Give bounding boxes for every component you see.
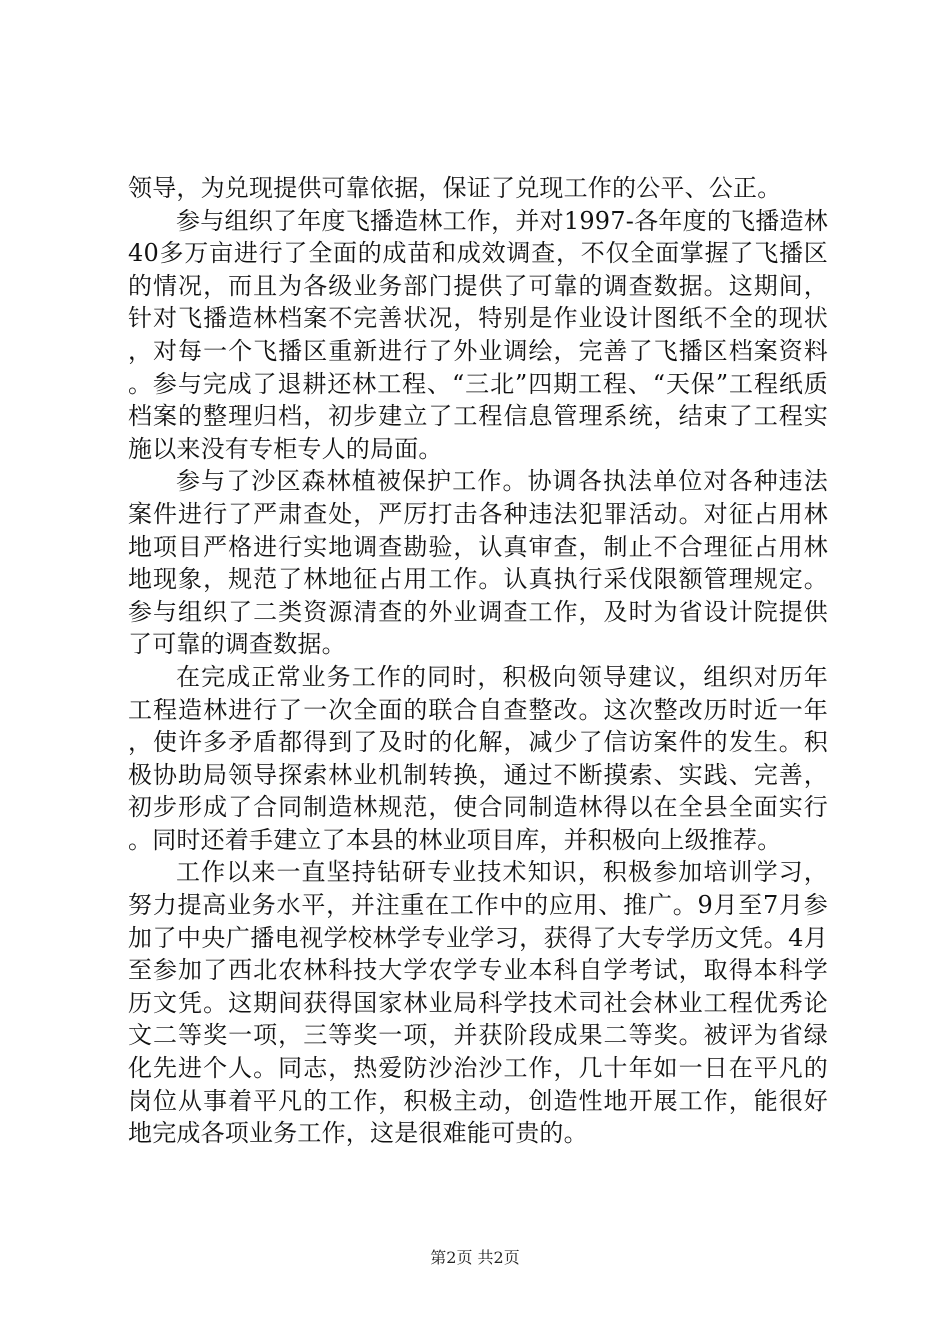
paragraph-5: 工作以来一直坚持钻研专业技术知识，积极参加培训学习，努力提高业务水平，并注重在工作中的应用、推广。9月至7月参加了中央广播电视学校林学专业学习，获得了大专学历文凭。4月至参加了西北农林科技大学农学专业本科自学考试，取得本科学历文凭。这期间获得国家林业局科学技术司社会林业工程优秀论文二等奖一项，三等奖一项，并获阶段成果二等奖。被评为省绿化先进个人。同志，热爱防沙治沙工作，几十年如一日在平凡的岗位从事着平凡的工作，积极主动，创造性地开展工作，能很好地完成各项业务工作，这是很难能可贵的。 xyxy=(128,858,828,1148)
paragraph-4: 在完成正常业务工作的同时，积极向领导建议，组织对历年工程造林进行了一次全面的联合自查整改。这次整改历时近一年，使许多矛盾都得到了及时的化解，减少了信访案件的发生。积极协助局领导探索林业机制转换，通过不断摸索、实践、完善，初步形成了合同制造林规范，使合同制造林得以在全县全面实行。同时还着手建立了本县的林业项目库，并积极向上级推荐。 xyxy=(128,662,828,854)
paragraph-1: 领导，为兑现提供可靠依据，保证了兑现工作的公平、公正。 xyxy=(128,174,782,202)
document-body xyxy=(128,172,828,1150)
page-number-footer: 第2页 共2页 xyxy=(430,1248,520,1267)
paragraph-2: 参与组织了年度飞播造林工作，并对1997-各年度的飞播造林40多万亩进行了全面的成苗和成效调查，不仅全面掌握了飞播区的情况，而且为各级业务部门提供了可靠的调查数据。这期间，针对飞播造林档案不完善状况，特别是作业设计图纸不全的现状，对每一个飞播区重新进行了外业调绘，完善了飞播区档案资料。参与完成了退耕还林工程、“三北”四期工程、“天保”工程纸质档案的整理归档，初步建立了工程信息管理系统，结束了工程实施以来没有专柜专人的局面。 xyxy=(128,206,828,463)
paragraph-3: 参与了沙区森林植被保护工作。协调各执法单位对各种违法案件进行了严肃查处，严厉打击各种违法犯罪活动。对征占用林地项目严格进行实地调查勘验，认真审查，制止不合理征占用林地现象，规范了林地征占用工作。认真执行采伐限额管理规定。参与组织了二类资源清查的外业调查工作，及时为省设计院提供了可靠的调查数据。 xyxy=(128,467,828,659)
